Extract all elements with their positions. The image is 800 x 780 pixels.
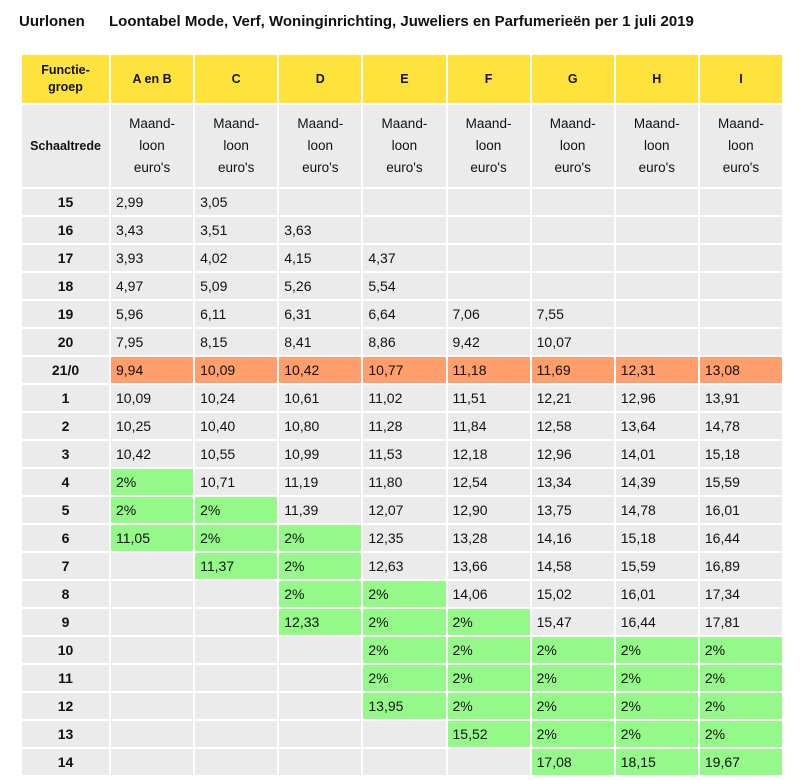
table-cell: 10,42: [111, 441, 193, 467]
table-cell: [111, 553, 193, 579]
table-cell: 10,09: [111, 385, 193, 411]
unit-line: euro's: [470, 160, 507, 175]
table-cell: 2%: [195, 525, 277, 551]
table-cell: 5,26: [279, 273, 361, 299]
column-header-h: H: [616, 55, 698, 103]
unit-line: loon: [307, 138, 334, 153]
table-cell: [532, 273, 614, 299]
table-cell: 13,75: [532, 497, 614, 523]
table-cell: 12,96: [532, 441, 614, 467]
table-cell: 10,99: [279, 441, 361, 467]
step-label: 1: [22, 385, 109, 411]
table-cell: 13,28: [448, 525, 530, 551]
hourly-wages-label: Uurlonen: [19, 13, 85, 30]
table-cell: 16,89: [700, 553, 782, 579]
table-cell: 2%: [448, 693, 530, 719]
unit-line: loon: [139, 138, 165, 153]
table-cell: 17,81: [700, 609, 782, 635]
step-header-cell: Schaaltrede: [22, 105, 109, 187]
table-cell: [700, 273, 782, 299]
table-cell: 2%: [448, 609, 530, 635]
table-cell: 2%: [700, 637, 782, 663]
step-label: 9: [22, 609, 109, 635]
unit-line: euro's: [218, 160, 255, 175]
table-cell: [195, 637, 277, 663]
step-label: 5: [22, 497, 109, 523]
table-cell: [700, 245, 782, 271]
table-cell: 11,39: [279, 497, 361, 523]
table-cell: 3,43: [111, 217, 193, 243]
table-cell: 17,08: [532, 749, 614, 775]
table-cell: 8,86: [363, 329, 445, 355]
unit-header-cell: [195, 105, 277, 187]
table-row: [22, 665, 782, 691]
step-label: 20: [22, 329, 109, 355]
unit-header-cell: [448, 105, 530, 187]
table-cell: 6,31: [279, 301, 361, 327]
table-cell: [279, 693, 361, 719]
table-cell: [363, 749, 445, 775]
table-cell: 2%: [700, 665, 782, 691]
table-cell: [363, 721, 445, 747]
group-header-row: [22, 55, 782, 103]
step-label: 4: [22, 469, 109, 495]
table-cell: 13,08: [700, 357, 782, 383]
column-header-f: F: [448, 55, 530, 103]
table-cell: 12,90: [448, 497, 530, 523]
table-cell: 11,80: [363, 469, 445, 495]
table-cell: 12,33: [279, 609, 361, 635]
table-cell: [616, 273, 698, 299]
table-cell: [700, 301, 782, 327]
step-label: 21/0: [22, 357, 109, 383]
column-header-a-en-b: A en B: [111, 55, 193, 103]
page-title: Loontabel Mode, Verf, Woninginrichting, Juweliers en Parfumerieën per 1 juli 2019: [109, 13, 694, 30]
table-cell: [111, 665, 193, 691]
table-cell: 12,31: [616, 357, 698, 383]
step-label: 11: [22, 665, 109, 691]
table-cell: 14,78: [700, 413, 782, 439]
table-cell: 10,24: [195, 385, 277, 411]
table-cell: [616, 329, 698, 355]
table-cell: 18,15: [616, 749, 698, 775]
table-row: [22, 553, 782, 579]
unit-header-cell: [616, 105, 698, 187]
table-cell: 6,64: [363, 301, 445, 327]
table-cell: 15,52: [448, 721, 530, 747]
table-cell: 10,40: [195, 413, 277, 439]
table-cell: 12,21: [532, 385, 614, 411]
unit-line: loon: [475, 138, 502, 153]
table-cell: 10,77: [363, 357, 445, 383]
table-cell: 16,44: [616, 609, 698, 635]
table-cell: [195, 693, 277, 719]
step-label: 14: [22, 749, 109, 775]
step-label: 17: [22, 245, 109, 271]
table-cell: 10,61: [279, 385, 361, 411]
table-cell: 2%: [448, 665, 530, 691]
table-cell: [616, 245, 698, 271]
unit-line: Maand-: [297, 116, 344, 131]
page-header: [0, 0, 800, 40]
table-cell: 5,54: [363, 273, 445, 299]
unit-line: Maand-: [549, 116, 596, 131]
table-cell: [111, 609, 193, 635]
table-cell: 5,96: [111, 301, 193, 327]
table-cell: [448, 245, 530, 271]
unit-line: euro's: [554, 160, 591, 175]
table-cell: 12,18: [448, 441, 530, 467]
table-cell: 14,16: [532, 525, 614, 551]
table-cell: 15,18: [616, 525, 698, 551]
table-cell: 7,95: [111, 329, 193, 355]
table-cell: 14,01: [616, 441, 698, 467]
table-cell: 10,42: [279, 357, 361, 383]
table-cell: 11,02: [363, 385, 445, 411]
table-cell: 13,64: [616, 413, 698, 439]
table-row: [22, 245, 782, 271]
table-cell: 12,58: [532, 413, 614, 439]
table-cell: [279, 665, 361, 691]
table-cell: 4,15: [279, 245, 361, 271]
table-cell: 14,78: [616, 497, 698, 523]
table-cell: 2%: [616, 637, 698, 663]
table-cell: 2%: [448, 637, 530, 663]
table-cell: 15,59: [616, 553, 698, 579]
table-cell: 7,55: [532, 301, 614, 327]
table-cell: [279, 189, 361, 215]
table-row: [22, 273, 782, 299]
step-label: 6: [22, 525, 109, 551]
step-label: 3: [22, 441, 109, 467]
table-cell: 9,94: [111, 357, 193, 383]
table-cell: 12,35: [363, 525, 445, 551]
table-cell: 2%: [532, 665, 614, 691]
table-row: [22, 441, 782, 467]
table-cell: 14,39: [616, 469, 698, 495]
unit-line: Maand-: [381, 116, 428, 131]
step-label: 12: [22, 693, 109, 719]
table-row: [22, 301, 782, 327]
table-cell: 14,58: [532, 553, 614, 579]
table-cell: 11,84: [448, 413, 530, 439]
unit-line: loon: [223, 138, 249, 153]
table-cell: 2%: [363, 665, 445, 691]
table-cell: [532, 245, 614, 271]
unit-line: euro's: [638, 160, 675, 175]
table-cell: 10,55: [195, 441, 277, 467]
table-cell: 11,53: [363, 441, 445, 467]
table-row: [22, 637, 782, 663]
table-cell: [111, 637, 193, 663]
table-cell: 8,41: [279, 329, 361, 355]
table-cell: [363, 189, 445, 215]
group-header-cell: [22, 55, 109, 103]
table-cell: 11,28: [363, 413, 445, 439]
table-cell: 2%: [195, 497, 277, 523]
table-cell: [279, 721, 361, 747]
step-label: 16: [22, 217, 109, 243]
column-header-g: G: [532, 55, 614, 103]
table-row: [22, 385, 782, 411]
table-cell: [111, 581, 193, 607]
unit-line: euro's: [302, 160, 339, 175]
table-cell: [195, 749, 277, 775]
table-cell: 12,96: [616, 385, 698, 411]
table-cell: 4,97: [111, 273, 193, 299]
table-cell: 6,11: [195, 301, 277, 327]
table-cell: 13,91: [700, 385, 782, 411]
table-cell: 2%: [532, 693, 614, 719]
column-header-d: D: [279, 55, 361, 103]
column-header-c: C: [195, 55, 277, 103]
table-cell: 8,15: [195, 329, 277, 355]
table-cell: 2%: [532, 721, 614, 747]
table-cell: 2%: [700, 721, 782, 747]
table-cell: 3,63: [279, 217, 361, 243]
table-cell: [532, 189, 614, 215]
table-cell: 11,37: [195, 553, 277, 579]
table-cell: 7,06: [448, 301, 530, 327]
table-cell: 3,51: [195, 217, 277, 243]
table-cell: [700, 217, 782, 243]
table-cell: [195, 581, 277, 607]
table-cell: 13,34: [532, 469, 614, 495]
unit-header-cell: [279, 105, 361, 187]
table-cell: 3,05: [195, 189, 277, 215]
table-row: [22, 469, 782, 495]
step-label: 19: [22, 301, 109, 327]
table-cell: 2%: [279, 553, 361, 579]
unit-line: euro's: [133, 160, 171, 175]
table-cell: [195, 609, 277, 635]
table-cell: 2%: [616, 665, 698, 691]
table-cell: 10,09: [195, 357, 277, 383]
step-label: 15: [22, 189, 109, 215]
table-cell: [279, 749, 361, 775]
table-row: [22, 329, 782, 355]
unit-line: loon: [391, 138, 418, 153]
unit-line: loon: [728, 138, 754, 153]
unit-line: Maand-: [213, 116, 260, 131]
table-cell: [111, 693, 193, 719]
table-cell: [448, 273, 530, 299]
table-cell: 15,47: [532, 609, 614, 635]
table-cell: 15,02: [532, 581, 614, 607]
table-row: [22, 749, 782, 775]
unit-header-cell: [532, 105, 614, 187]
table-cell: [111, 749, 193, 775]
step-label: 13: [22, 721, 109, 747]
table-cell: 4,02: [195, 245, 277, 271]
table-row: [22, 189, 782, 215]
table-cell: 10,07: [532, 329, 614, 355]
table-cell: 13,66: [448, 553, 530, 579]
table-cell: 2%: [616, 693, 698, 719]
table-row: [22, 217, 782, 243]
unit-header-cell: [700, 105, 782, 187]
table-cell: 16,44: [700, 525, 782, 551]
step-label: 8: [22, 581, 109, 607]
column-header-e: E: [363, 55, 445, 103]
table-cell: [616, 301, 698, 327]
table-cell: [616, 217, 698, 243]
table-cell: 2%: [700, 693, 782, 719]
unit-line: loon: [559, 138, 586, 153]
table-cell: 11,19: [279, 469, 361, 495]
table-cell: 16,01: [700, 497, 782, 523]
table-cell: [363, 217, 445, 243]
table-cell: 12,63: [363, 553, 445, 579]
table-cell: 10,71: [195, 469, 277, 495]
table-cell: 15,59: [700, 469, 782, 495]
table-cell: 2%: [279, 581, 361, 607]
table-cell: [279, 637, 361, 663]
table-cell: 15,18: [700, 441, 782, 467]
table-cell: 2%: [279, 525, 361, 551]
table-cell: [448, 749, 530, 775]
table-cell: 11,69: [532, 357, 614, 383]
unit-line: Maand-: [633, 116, 680, 131]
table-cell: [448, 189, 530, 215]
unit-header-row: [22, 105, 782, 187]
table-row: [22, 497, 782, 523]
table-cell: 2%: [363, 581, 445, 607]
column-header-i: I: [700, 55, 782, 103]
table-cell: 2%: [111, 497, 193, 523]
step-label: 18: [22, 273, 109, 299]
table-cell: 2%: [363, 609, 445, 635]
table-cell: [448, 217, 530, 243]
table-row: [22, 693, 782, 719]
step-label: 7: [22, 553, 109, 579]
table-cell: 2%: [616, 721, 698, 747]
table-row: [22, 357, 782, 383]
table-cell: [111, 721, 193, 747]
table-row: [22, 525, 782, 551]
table-row: [22, 413, 782, 439]
step-label: 10: [22, 637, 109, 663]
table-cell: 2,99: [111, 189, 193, 215]
table-row: [22, 609, 782, 635]
table-row: [22, 581, 782, 607]
table-cell: 12,07: [363, 497, 445, 523]
table-cell: 4,37: [363, 245, 445, 271]
table-cell: [700, 329, 782, 355]
table-cell: 11,18: [448, 357, 530, 383]
table-cell: 12,54: [448, 469, 530, 495]
unit-line: euro's: [386, 160, 423, 175]
table-cell: 9,42: [448, 329, 530, 355]
table-cell: 3,93: [111, 245, 193, 271]
salary-table: [20, 53, 784, 777]
table-cell: 14,06: [448, 581, 530, 607]
table-cell: [195, 721, 277, 747]
table-row: [22, 721, 782, 747]
unit-line: Maand-: [129, 116, 175, 131]
unit-line: loon: [644, 138, 670, 153]
unit-header-cell: [111, 105, 193, 187]
table-cell: 10,25: [111, 413, 193, 439]
table-cell: 11,51: [448, 385, 530, 411]
group-header-line1: Functie-: [41, 63, 90, 77]
unit-line: Maand-: [465, 116, 512, 131]
group-header-line2: groep: [48, 80, 83, 94]
step-label: 2: [22, 413, 109, 439]
table-cell: 2%: [111, 469, 193, 495]
table-cell: [700, 189, 782, 215]
table-cell: [616, 189, 698, 215]
unit-line: euro's: [722, 160, 760, 175]
table-cell: 2%: [363, 637, 445, 663]
table-cell: 13,95: [363, 693, 445, 719]
table-cell: 10,80: [279, 413, 361, 439]
table-cell: [532, 217, 614, 243]
table-cell: 16,01: [616, 581, 698, 607]
unit-line: Maand-: [718, 116, 764, 131]
unit-header-cell: [363, 105, 445, 187]
table-cell: 19,67: [700, 749, 782, 775]
table-cell: 11,05: [111, 525, 193, 551]
table-cell: 5,09: [195, 273, 277, 299]
table-cell: [195, 665, 277, 691]
table-cell: 2%: [532, 637, 614, 663]
table-cell: 17,34: [700, 581, 782, 607]
